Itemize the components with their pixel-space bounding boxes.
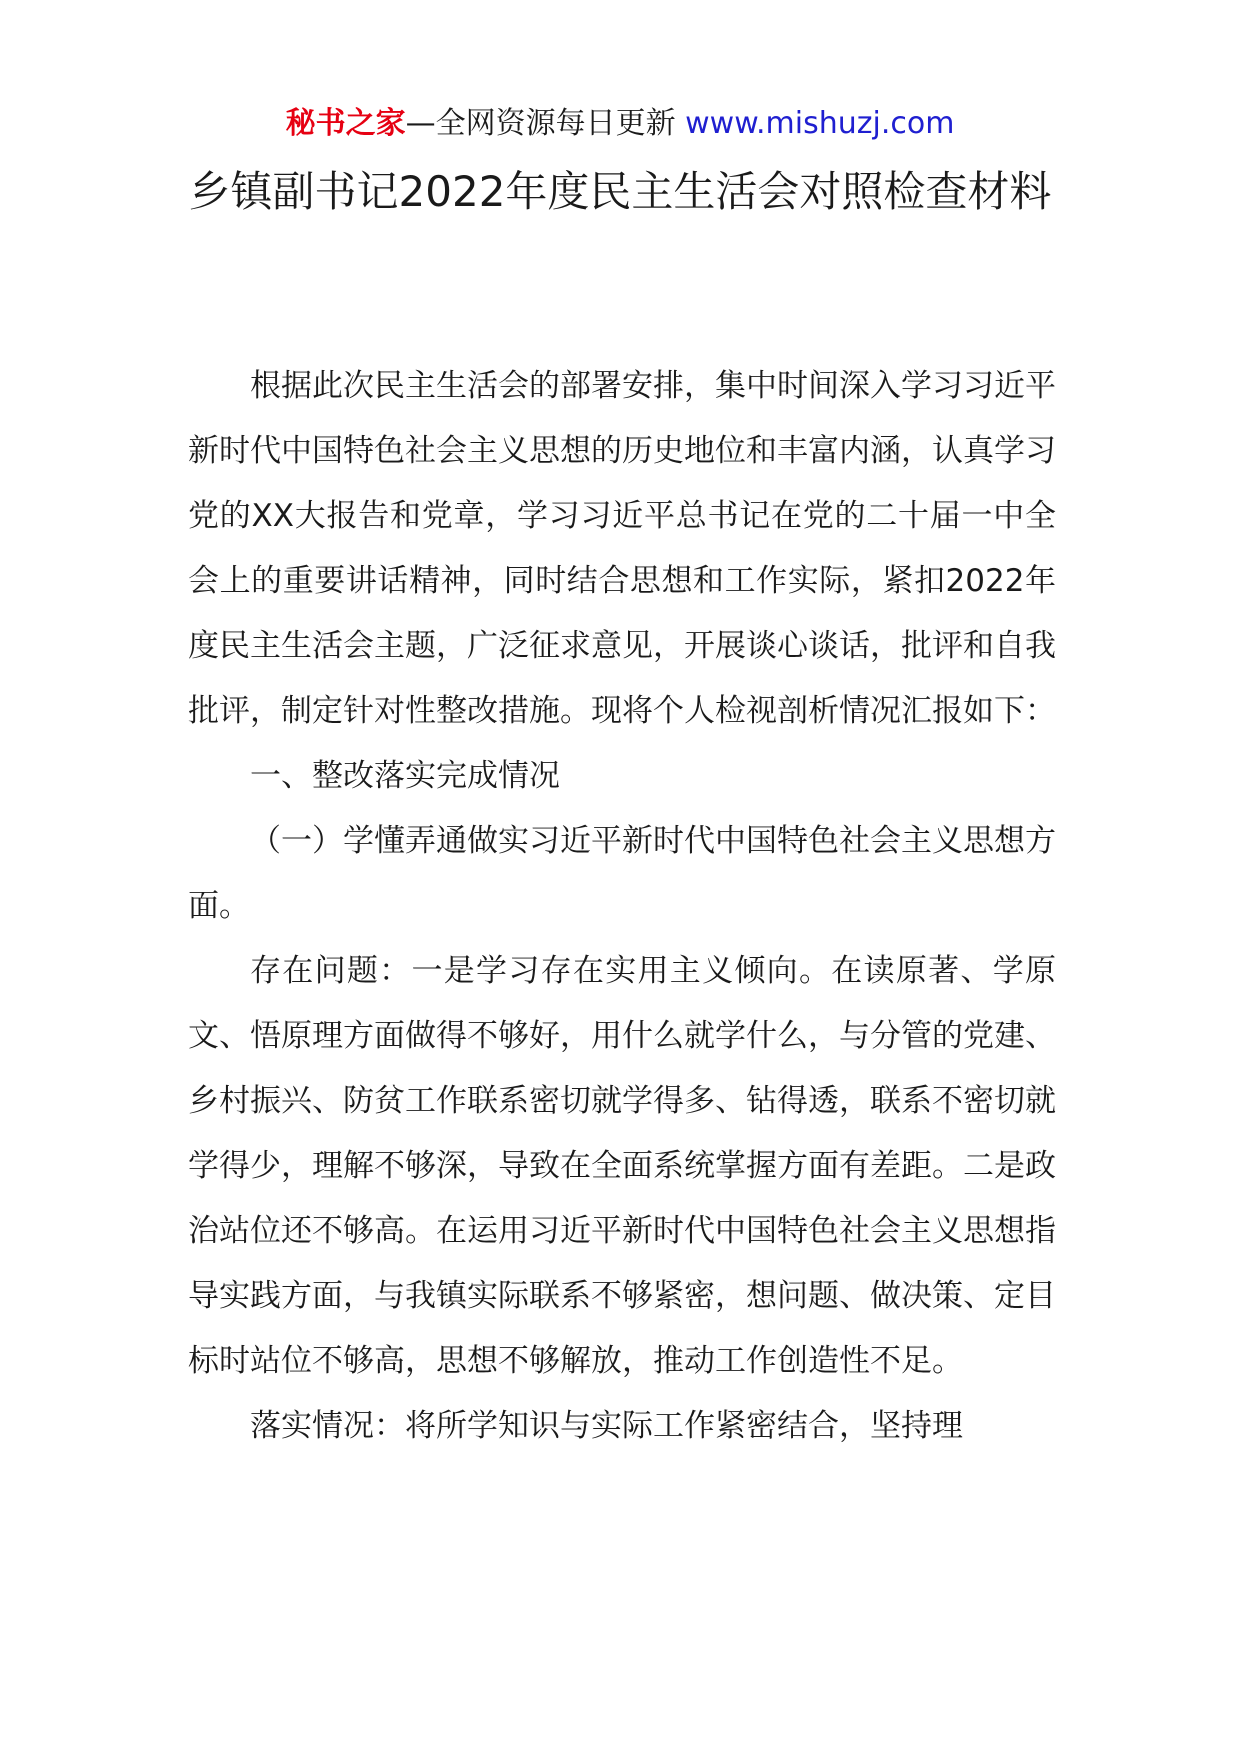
subsection-heading: （一）学懂弄通做实习近平新时代中国特色社会主义思想方面。 [188,823,1056,924]
banner-slogan: —全网资源每日更新 [405,106,686,141]
site-url-link[interactable]: www.mishuzj.com [685,106,955,141]
problems-paragraph: 存在问题：一是学习存在实用主义倾向。在读原著、学原文、悟原理方面做得不够好，用什么就学什么，与分管的党建、乡村振兴、防贫工作联系密切就学得多、钻得透，联系不密切就学得少，理解不够深，导致在全面系统掌握方面有差距。二是政治站位还不够高。在运用习近平新时代中国特色社会主义思想指导实践方面，与我镇实际联系不够紧密，想问题、做决策、定目标时站位不够高，思想不够解放，推动工作创造性不足。 [188,953,1056,1379]
section-heading: 一、整改落实完成情况 [250,758,560,794]
intro-paragraph: 根据此次民主生活会的部署安排，集中时间深入学习习近平新时代中国特色社会主义思想的历史地位和丰富内涵，认真学习党的XX大报告和党章，学习习近平总书记在党的二十届一中全会上的重要讲话精神，同时结合思想和工作实际，紧扣2022年度民主生活会主题，广泛征求意见，开展谈心谈话，批评和自我批评，制定针对性整改措施。现将个人检视剖析情况汇报如下： [188,368,1056,729]
site-banner [0,102,1240,146]
brand-name: 秘书之家 [285,106,406,141]
implementation-paragraph: 落实情况：将所学知识与实际工作紧密结合，坚持理 [250,1408,963,1444]
document-body [188,354,1056,1459]
document-title: 乡镇副书记2022年度民主生活会对照检查材料 [188,167,1052,216]
